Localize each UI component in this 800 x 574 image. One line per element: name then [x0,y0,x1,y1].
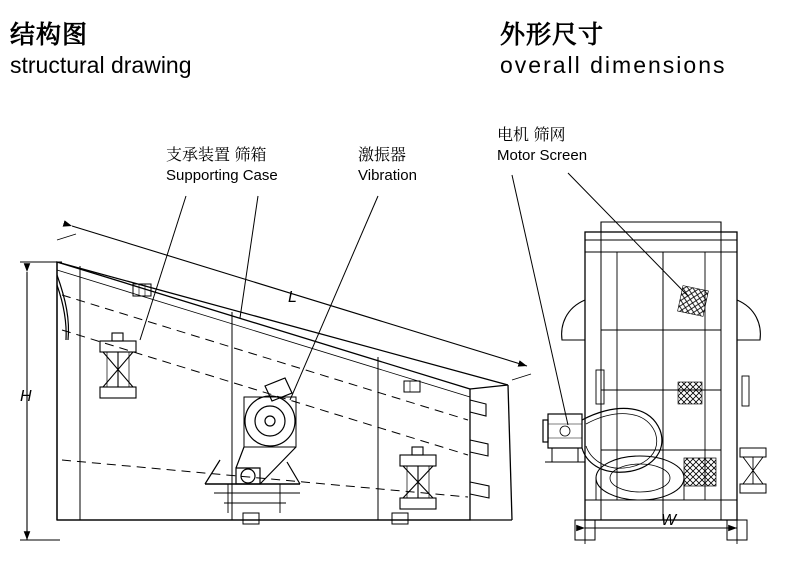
motor-assembly-front [543,370,766,500]
title-overall-dimensions-cn: 外形尺寸 [500,21,605,49]
overall-dimensions-front-view [562,222,761,540]
dimension-label-height: H [20,388,32,405]
callout-vibration-cn: 激振器 [358,147,407,164]
supporting-device-upper-left [100,333,136,398]
title-structural-drawing-en: structural drawing [10,52,192,78]
title-overall-dimensions-en: overall dimensions [500,52,727,78]
title-structural-drawing-cn: 结构图 [10,21,89,49]
discharge-lugs [470,400,489,498]
dimension-label-length: L [288,289,297,306]
callout-supporting-case-en: Supporting Case [166,167,278,184]
callout-motor-screen-en: Motor Screen [497,147,588,164]
callout-vibration-en: Vibration [358,167,417,184]
screen-mesh-patches [678,286,716,486]
screen-box-side [57,262,512,520]
dimension-line-height [20,262,62,540]
callout-supporting-case-cn: 支承装置 筛箱 [166,147,267,164]
vibrator-exciter [205,378,300,513]
callout-leader-lines-right [512,173,688,425]
dimension-label-width: W [661,512,677,529]
supporting-device-lower-right [400,447,436,509]
callout-motor-screen-cn: 电机 筛网 [497,127,566,144]
